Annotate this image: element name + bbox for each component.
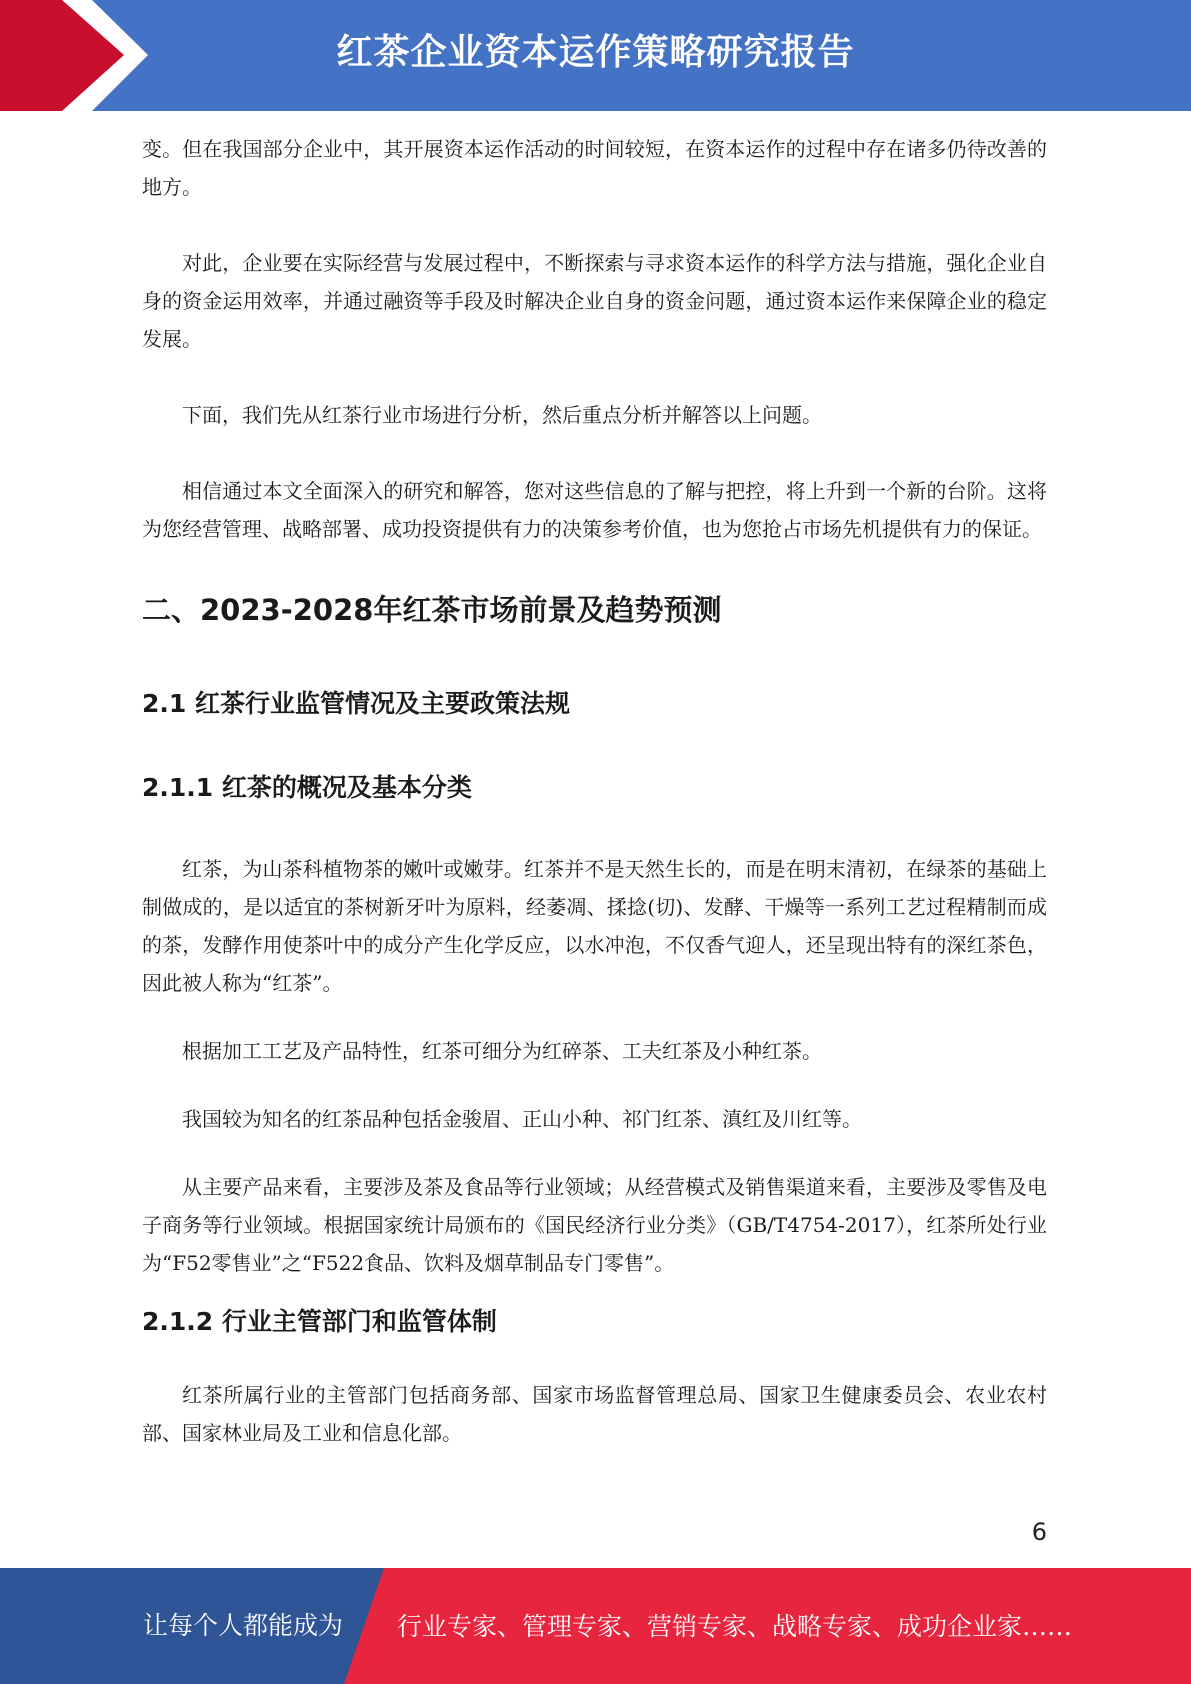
subsubsection-heading: 2.1.1 红茶的概况及基本分类 <box>142 773 472 802</box>
subsection-heading: 2.1 红茶行业监管情况及主要政策法规 <box>142 689 570 718</box>
paragraph: 红茶所属行业的主管部门包括商务部、国家市场监督管理总局、国家卫生健康委员会、农业农村部、国家林业局及工业和信息化部。 <box>142 1383 1047 1445</box>
page-content <box>142 130 1047 1452</box>
page-number: 6 <box>1031 1518 1047 1546</box>
section-heading: 二、2023-2028年红茶市场前景及趋势预测 <box>142 593 722 627</box>
paragraph: 相信通过本文全面深入的研究和解答，您对这些信息的了解与把控，将上升到一个新的台阶。这将为您经营管理、战略部署、成功投资提供有力的决策参考价值，也为您抢占市场先机提供有力的保证。 <box>142 479 1047 541</box>
footer-slogan-left: 让每个人都能成为 <box>143 1611 344 1640</box>
footer-slogan-right: 行业专家、管理专家、营销专家、战略专家、成功企业家…… <box>397 1612 1073 1641</box>
paragraph: 我国较为知名的红茶品种包括金骏眉、正山小种、祁门红茶、滇红及川红等。 <box>182 1107 862 1131</box>
paragraph: 对此，企业要在实际经营与发展过程中，不断探索与寻求资本运作的科学方法与措施，强化企业自身的资金运用效率，并通过融资等手段及时解决企业自身的资金问题，通过资本运作来保障企业的稳定发展。 <box>142 251 1047 351</box>
paragraph: 变。但在我国部分企业中，其开展资本运作活动的时间较短，在资本运作的过程中存在诸多仍待改善的地方。 <box>142 137 1047 199</box>
paragraph: 从主要产品来看，主要涉及茶及食品等行业领域；从经营模式及销售渠道来看，主要涉及零售及电子商务等行业领域。根据国家统计局颁布的《国民经济行业分类》（GB/T4754-2017），红茶所处行业为“F52零售业”之“F522食品、饮料及烟草制品专门零售”。 <box>142 1175 1047 1275</box>
paragraph: 红茶，为山茶科植物茶的嫩叶或嫩芽。红茶并不是天然生长的，而是在明末清初，在绿茶的基础上制做成的，是以适宜的茶树新牙叶为原料，经萎凋、揉捻(切)、发酵、干燥等一系列工艺过程精制而成的茶，发酵作用使茶叶中的成分产生化学反应，以水冲泡，不仅香气迎人，还呈现出特有的深红茶色，因此被人称为“红茶”。 <box>142 857 1047 995</box>
header-bar <box>0 0 1191 111</box>
footer-bar <box>0 1568 1191 1684</box>
report-title: 红茶企业资本运作策略研究报告 <box>336 32 855 73</box>
paragraph: 下面，我们先从红茶行业市场进行分析，然后重点分析并解答以上问题。 <box>182 403 822 427</box>
paragraph: 根据加工工艺及产品特性，红茶可细分为红碎茶、工夫红茶及小种红茶。 <box>182 1039 822 1063</box>
subsubsection-heading: 2.1.2 行业主管部门和监管体制 <box>142 1307 497 1336</box>
